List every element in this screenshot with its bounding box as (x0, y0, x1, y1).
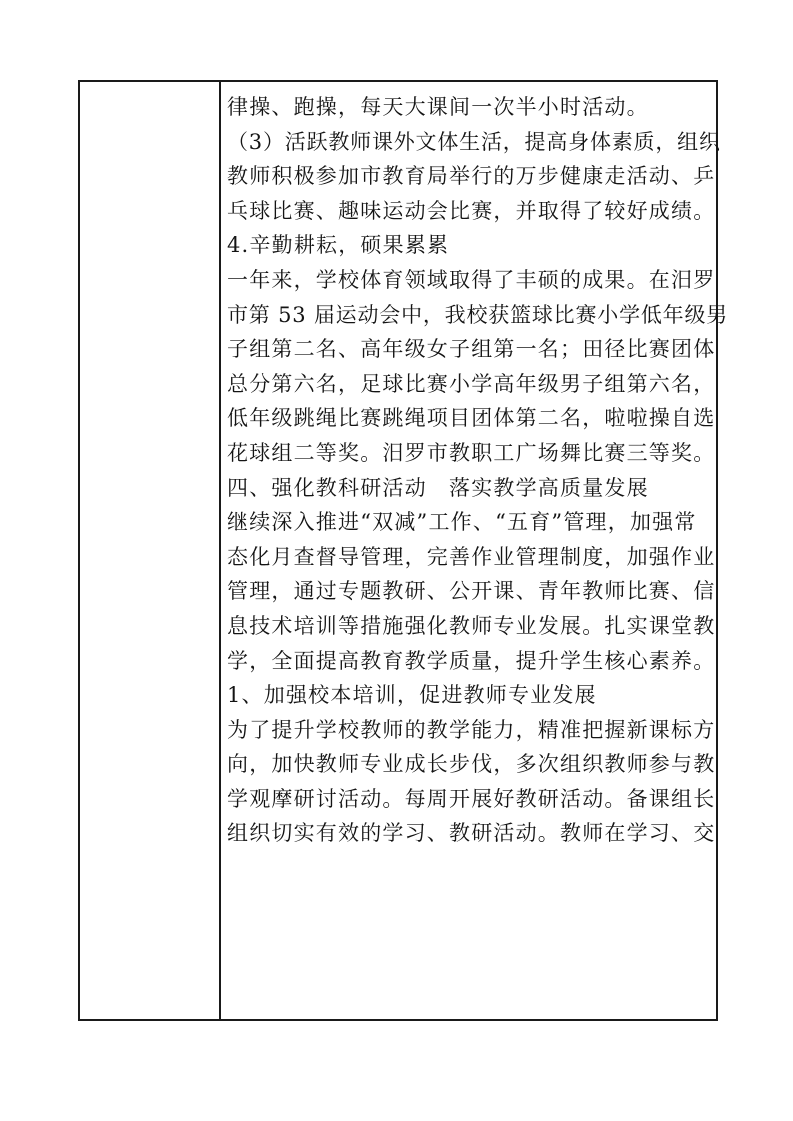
text-line: 教师积极参加市教育局举行的万步健康走活动、乒 (227, 164, 716, 189)
section-heading: 1、加强校本培训，促进教师专业发展 (227, 683, 597, 708)
text-line: 管理，通过专题教研、公开课、青年教师比赛、信 (227, 579, 716, 604)
text-line: 市第 53 届运动会中，我校获篮球比赛小学低年级男 (227, 302, 729, 327)
column-divider (219, 82, 221, 1019)
text-line: 子组第二名、高年级女子组第一名；田径比赛团体 (227, 337, 716, 362)
text-line: 花球组二等奖。汨罗市教职工广场舞比赛三等奖。 (227, 440, 716, 465)
content-cell (227, 90, 729, 851)
text-line: （3）活跃教师课外文体生活，提高身体素质，组织 (227, 129, 721, 154)
section-heading: 四、强化教科研活动 落实教学高质量发展 (227, 475, 649, 500)
text-line: 为了提升学校教师的教学能力，精准把握新课标方 (227, 717, 716, 742)
text-line: 组织切实有效的学习、教研活动。教师在学习、交 (227, 821, 716, 846)
left-column-cell (80, 82, 219, 1019)
text-line: 向，加快教师专业成长步伐，多次组织教师参与教 (227, 752, 716, 777)
text-line: 低年级跳绳比赛跳绳项目团体第二名，啦啦操自选 (227, 406, 716, 431)
text-line: 总分第六名，足球比赛小学高年级男子组第六名， (227, 371, 716, 396)
table-frame (78, 80, 729, 1021)
text-line: 乓球比赛、趣味运动会比赛，并取得了较好成绩。 (227, 198, 716, 223)
text-line: 息技术培训等措施强化教师专业发展。扎实课堂教 (227, 613, 716, 638)
text-line: 继续深入推进“双减”工作、“五育”管理，加强常 (227, 510, 697, 535)
text-line: 学观摩研讨活动。每周开展好教研活动。备课组长 (227, 786, 716, 811)
text-line: 态化月查督导管理，完善作业管理制度，加强作业 (227, 544, 716, 569)
text-line: 律操、跑操，每天大课间一次半小时活动。 (227, 95, 649, 119)
text-line: 学，全面提高教育教学质量，提升学生核心素养。 (227, 648, 716, 673)
section-heading: 4.辛勤耕耘，硕果累累 (227, 233, 450, 258)
text-line: 一年来，学校体育领域取得了丰硕的成果。在汨罗 (227, 267, 716, 292)
